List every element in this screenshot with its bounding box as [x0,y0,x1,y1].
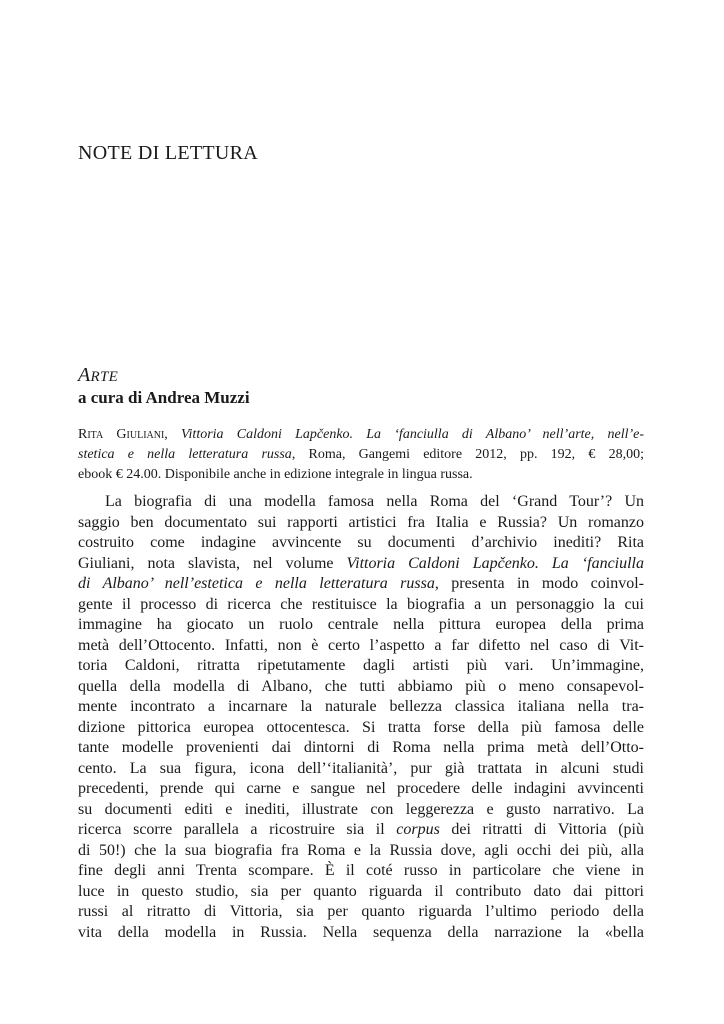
body-line: toria Caldoni, ritratta ripetutamente dagli artisti più vari. Un’immagine, [78,657,644,674]
citation-line: Rita Giuliani, Vittoria Caldoni Lapčenko. La ‘fanciulla di Albano’ nell’arte, nell’e- [78,427,645,442]
citation-line [78,445,644,465]
body-fragment: , presenta in modo coinvol- [434,575,645,592]
body-line: russi al ritratto di Vittoria, sia per quanto riguarda l’ultimo periodo della [78,903,644,920]
review-body [78,492,644,943]
italic-term: corpus [396,821,440,838]
body-line: su documenti editi e inediti, illustrate con leggerezza e gusto narrativo. La [78,800,644,818]
page-header: NOTE DI LETTURA [78,142,259,164]
body-line: di 50!) che la sua biografia fra Roma e la Russia dove, agli occhi dei più, alla [78,841,644,859]
section-title-rest: RTE [90,369,119,385]
citation-author: Rita Giuliani [78,427,165,442]
body-line [78,820,644,841]
section-title-initial: A [78,364,91,386]
body-line: saggio ben documentato sui rapporti artistici fra Italia e Russia? Un romanzo [78,513,644,531]
body-line: La biografia di una modella famosa nella Roma del ‘Grand Tour’? Un [105,493,644,510]
body-line: fine degli anni Trenta scompare. È il coté russo in particolare che viene in [78,862,644,879]
citation-title-part1: Vittoria Caldoni Lapčenko. La ‘fanciulla di Albano’ nell’arte, nell’e- [181,427,645,442]
section-curator: a cura di Andrea Muzzi [78,388,250,407]
body-line: mente incontrato a incarnare la naturale bellezza classica italiana nella tra- [78,698,644,715]
body-fragment: ricerca scorre parallela a ricostruire sia il [78,821,397,838]
body-line: gente il processo di ricerca che restituisce la biografia a un personaggio la cui [78,595,644,613]
book-title-ref: di Albano’ nell’estetica e nella letteratura russa [78,575,435,592]
citation-publisher: , Roma, Gangemi editore 2012, pp. 192, € 28,00; [291,447,644,462]
body-fragment: dei ritratti di Vittoria (più [439,821,645,838]
body-line: precedenti, prende qui carne e sangue nel procedere delle indagini avvincenti [78,780,644,797]
body-line: luce in questo studio, sia per quanto riguarda il contributo dato dai pittori [78,882,644,900]
citation-line: ebook € 24.00. Disponibile anche in edizione integrale in lingua russa. [78,467,473,482]
body-line: costruito come indagine avvincente su documenti d’archivio inediti? Rita [78,534,644,551]
section-title [78,364,118,387]
body-line: cento. La sua figura, icona dell’‘italianità’, pur già trattata in alcuni studi [78,759,644,777]
body-line [78,554,644,575]
body-line: immagine ha giocato un ruolo centrale nella pittura europea della prima [78,616,644,633]
body-line: tante modelle provenienti dai dintorni di Roma nella prima metà dell’Otto- [78,739,644,756]
body-line: metà dell’Ottocento. Infatti, non è certo l’aspetto a far difetto nel caso di Vit- [78,636,644,654]
book-citation [78,425,644,485]
citation-title-part2: stetica e nella letteratura russa [78,447,292,462]
body-fragment: Giuliani, nota slavista, nel volume [78,554,347,572]
body-line: vita della modella in Russia. Nella sequenza della narrazione la «bella [78,923,644,941]
book-title-ref: Vittoria Caldoni Lapčenko. La ‘fanciulla [346,554,645,572]
body-line: dizione pittorica europea ottocentesca. Si tratta forse della più famosa delle [78,718,644,736]
body-line [78,574,644,595]
body-line: quella della modella di Albano, che tutti abbiamo più o meno consapevol- [78,677,644,695]
